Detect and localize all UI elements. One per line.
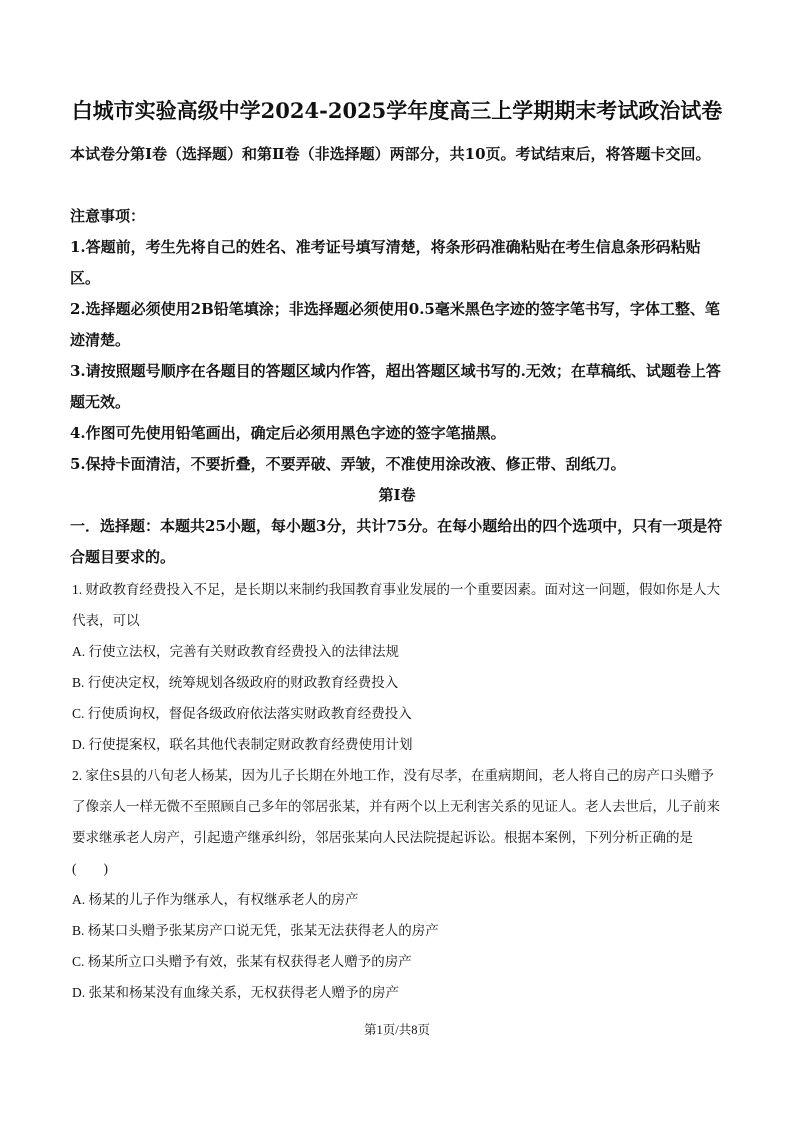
question-2-option-c: C. 杨某所立口头赠予有效，张某有权获得老人赠予的房产: [72, 954, 412, 969]
page-title: 白城市实验高级中学2024-2025学年度高三上学期期末考试政治试卷: [71, 98, 723, 123]
notice-item-1: 1.答题前，考生先将自己的姓名、准考证号填写清楚，将条形码准确粘贴在考生信息条形码粘贴区。: [70, 238, 701, 287]
notice-item-2: 2.选择题必须使用2B铅笔填涂；非选择题必须使用0.5毫米黑色字迹的签字笔书写，字体工整、笔迹清楚。: [70, 300, 720, 349]
question-2-stem: 2. 家住S县的八旬老人杨某，因为儿子长期在外地工作，没有尽孝，在重病期间，老人将自己的房产口头赠予了像亲人一样无微不至照顾自己多年的邻居张某，并有两个以上无利害关系的见证人。老人去世后，儿子前来要求继承老人房产，引起遗产继承纠纷，邻居张某向人民法院提起诉讼。根据本案例，下列分析正确的是( ): [72, 768, 720, 876]
question-1-option-b: B. 行使决定权，统筹规划各级政府的财政教育经费投入: [72, 675, 399, 690]
notice-item-3: 3.请按照题号顺序在各题目的答题区域内作答，超出答题区域书写的.无效；在草稿纸、试题卷上答题无效。: [70, 362, 721, 411]
page-number-footer: 第1页/共8页: [364, 1023, 430, 1037]
question-2-option-d: D. 张某和杨某没有血缘关系，无权获得老人赠予的房产: [72, 985, 399, 1000]
question-1-stem: 1. 财政教育经费投入不足，是长期以来制约我国教育事业发展的一个重要因素。面对这一问题，假如你是人大代表，可以: [72, 582, 720, 628]
notice-item-4: 4.作图可先使用铅笔画出，确定后必须用黑色字迹的签字笔描黑。: [70, 424, 506, 442]
question-1-option-c: C. 行使质询权，督促各级政府依法落实财政教育经费投入: [72, 706, 412, 721]
part-instruction: 一．选择题：本题共25小题，每小题3分，共计75分。在每小题给出的四个选项中，只有一项是符合题目要求的。: [70, 517, 723, 566]
notice-item-5: 5.保持卡面清洁，不要折叠，不要弄破、弄皱，不准使用涂改液、修正带、刮纸刀。: [70, 455, 626, 473]
question-1-option-a: A. 行使立法权，完善有关财政教育经费投入的法律法规: [72, 644, 399, 659]
notice-heading: 注意事项：: [70, 207, 146, 225]
question-2-option-b: B. 杨某口头赠予张某房产口说无凭，张某无法获得老人的房产: [72, 923, 439, 938]
question-2-option-a: A. 杨某的儿子作为继承人，有权继承老人的房产: [72, 892, 359, 907]
section-title: 第Ⅰ卷: [378, 486, 416, 504]
intro-text: 本试卷分第Ⅰ卷（选择题）和第Ⅱ卷（非选择题）两部分，共10页。考试结束后，将答题卡交回。: [70, 145, 711, 163]
question-1-option-d: D. 行使提案权，联名其他代表制定财政教育经费使用计划: [72, 737, 413, 752]
